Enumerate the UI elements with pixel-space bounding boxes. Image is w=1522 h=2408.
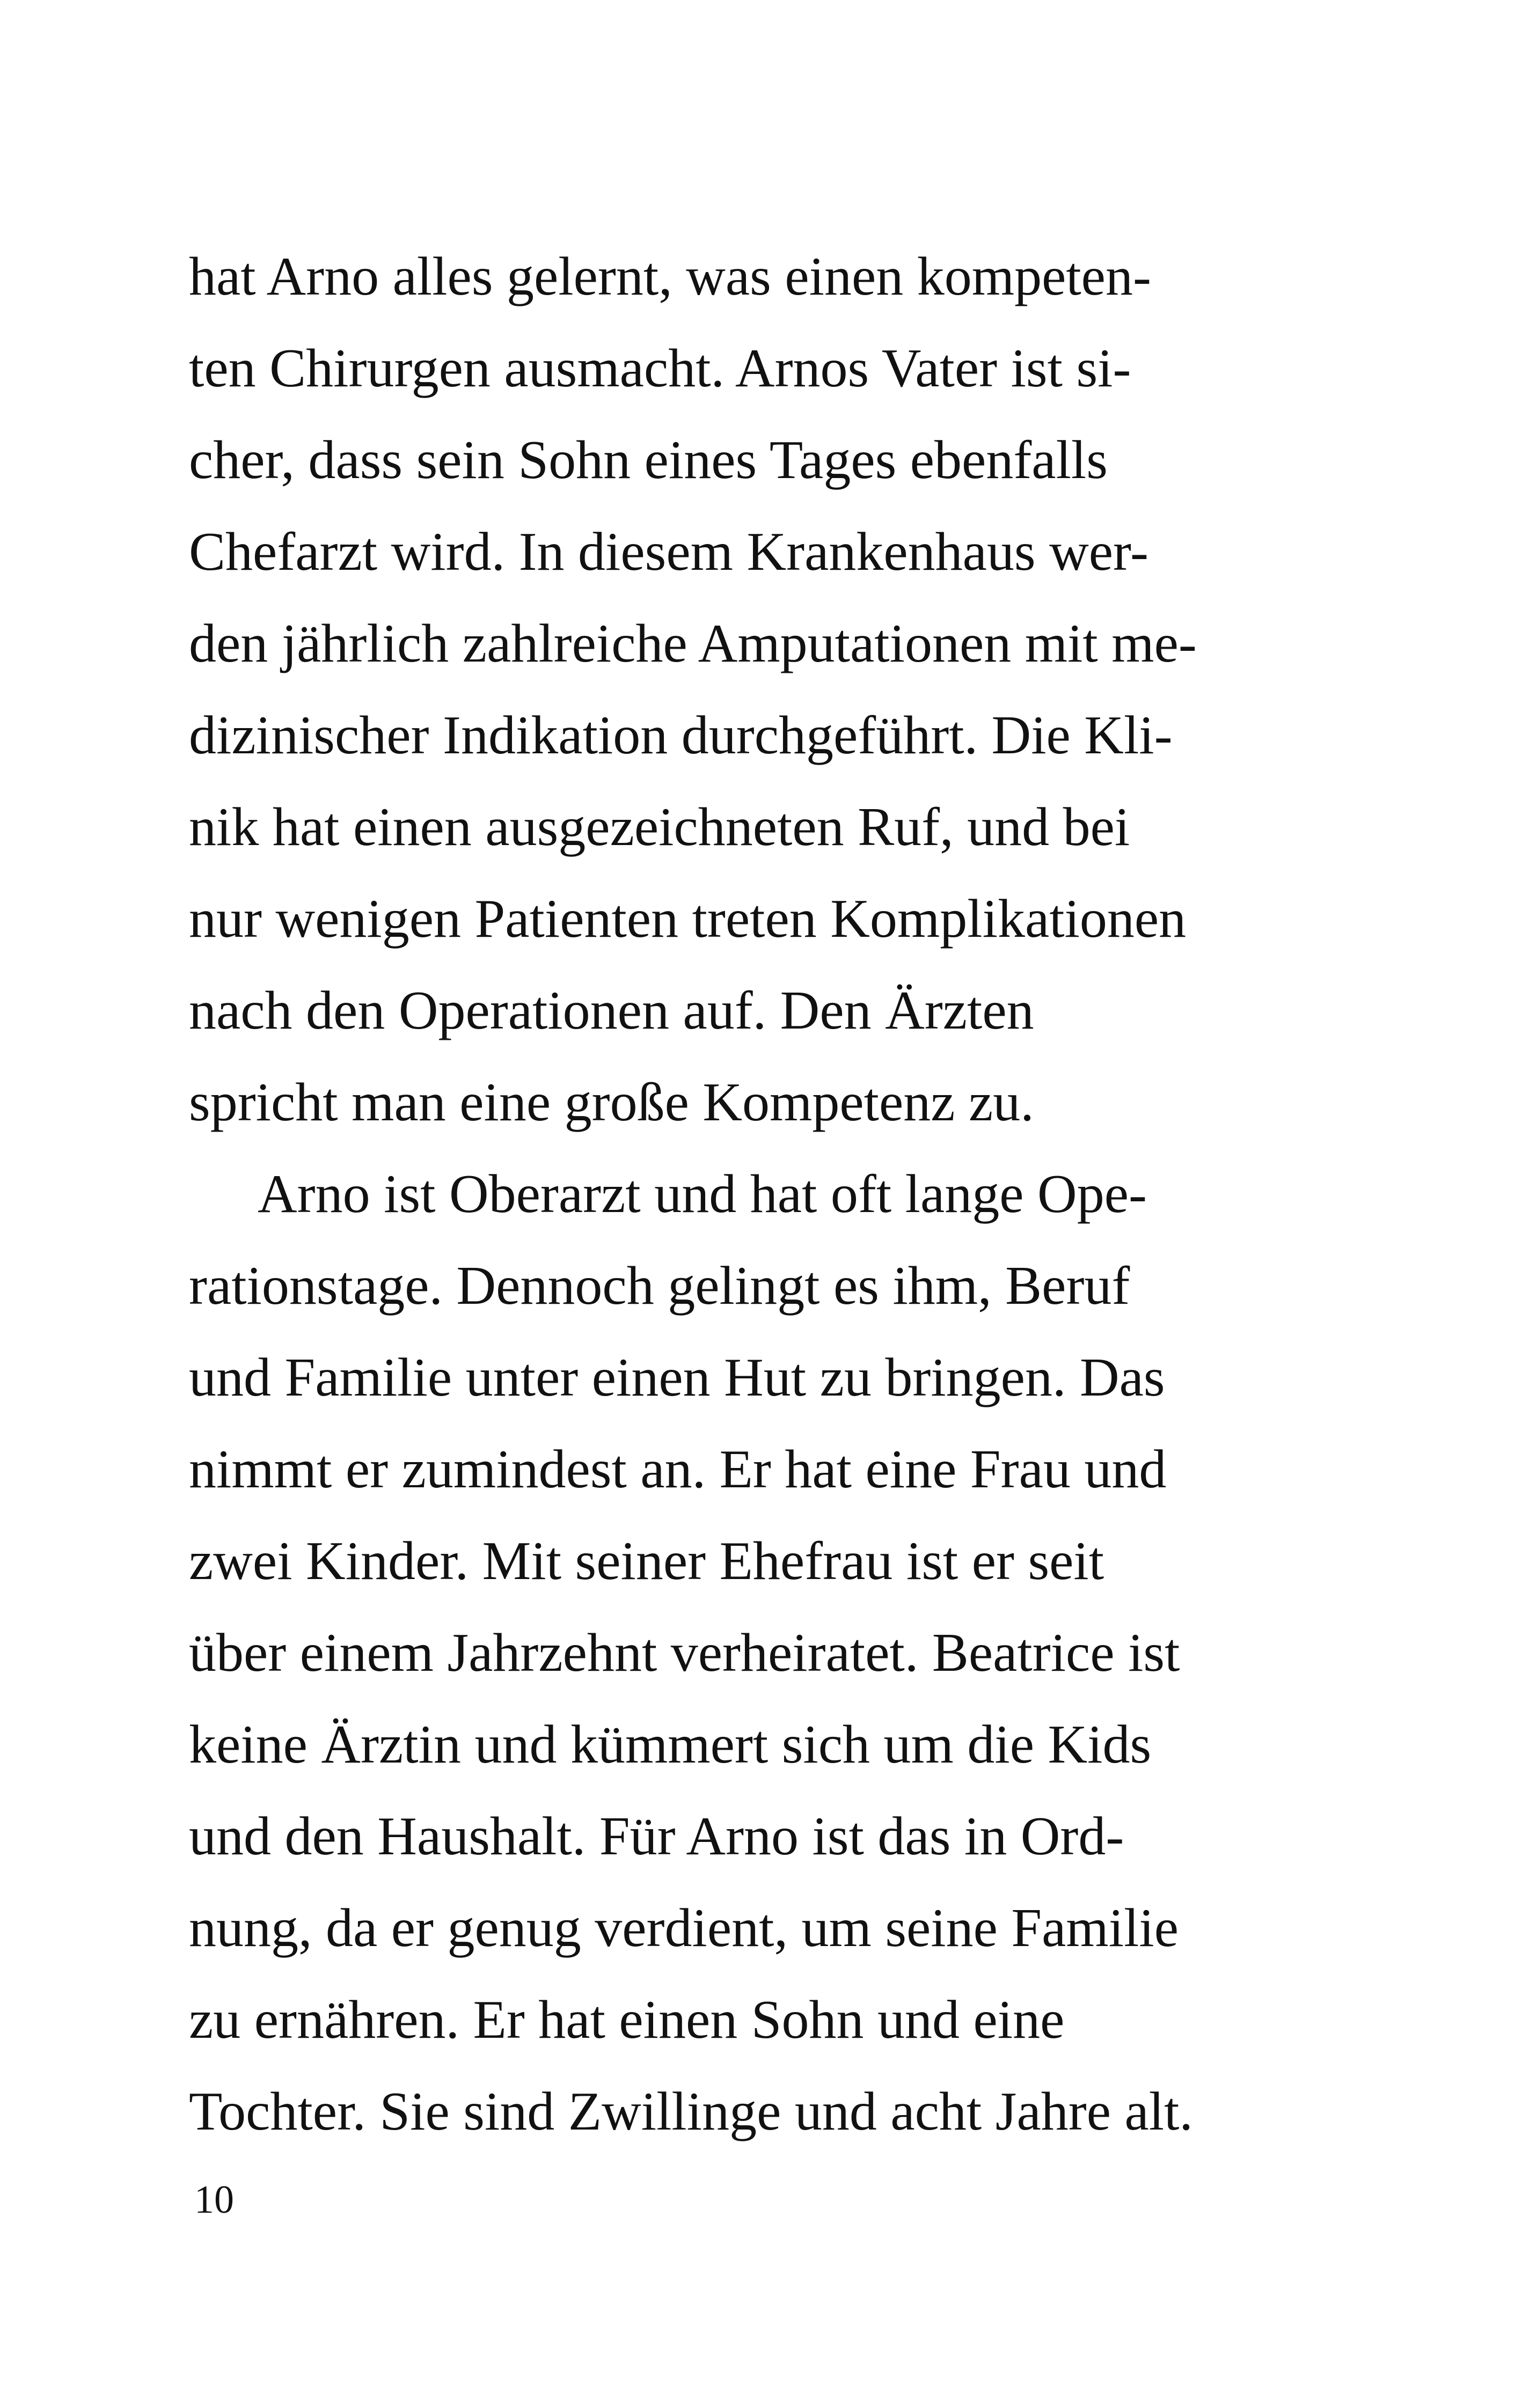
- body-text: [189, 231, 1348, 2157]
- text-line: nung, da er genug verdient, um seine Familie: [189, 1898, 1179, 1958]
- text-line: Tochter. Sie sind Zwillinge und acht Jahre alt.: [189, 2081, 1193, 2142]
- text-line: rationstage. Dennoch gelingt es ihm, Beruf: [189, 1256, 1130, 1316]
- page-number: 10: [194, 2178, 234, 2222]
- text-line: den jährlich zahlreiche Amputationen mit me-: [189, 613, 1197, 674]
- text-line: nach den Operationen auf. Den Ärzten: [189, 980, 1034, 1041]
- text-line: zu ernähren. Er hat einen Sohn und eine: [189, 1989, 1065, 2050]
- text-line: keine Ärztin und kümmert sich um die Kids: [189, 1714, 1152, 1775]
- text-line: nur wenigen Patienten treten Komplikationen: [189, 889, 1187, 949]
- text-line: dizinischer Indikation durchgeführt. Die Kli-: [189, 705, 1173, 766]
- text-line: spricht man eine große Kompetenz zu.: [189, 1072, 1034, 1133]
- text-line: Chefarzt wird. In diesem Krankenhaus wer-: [189, 522, 1148, 582]
- text-line: über einem Jahrzehnt verheiratet. Beatrice ist: [189, 1623, 1180, 1683]
- text-line: nimmt er zumindest an. Er hat eine Frau und: [189, 1439, 1167, 1500]
- text-line: und Familie unter einen Hut zu bringen. Das: [189, 1347, 1165, 1408]
- paragraph-start-line: Arno ist Oberarzt und hat oft lange Ope-: [258, 1164, 1147, 1224]
- text-line: und den Haushalt. Für Arno ist das in Ord-: [189, 1806, 1124, 1867]
- text-line: cher, dass sein Sohn eines Tages ebenfalls: [189, 430, 1108, 490]
- text-line: zwei Kinder. Mit seiner Ehefrau ist er seit: [189, 1531, 1104, 1591]
- text-line: hat Arno alles gelernt, was einen kompeten-: [189, 246, 1151, 307]
- text-line: ten Chirurgen ausmacht. Arnos Vater ist si-: [189, 338, 1131, 399]
- text-line: nik hat einen ausgezeichneten Ruf, und bei: [189, 797, 1130, 857]
